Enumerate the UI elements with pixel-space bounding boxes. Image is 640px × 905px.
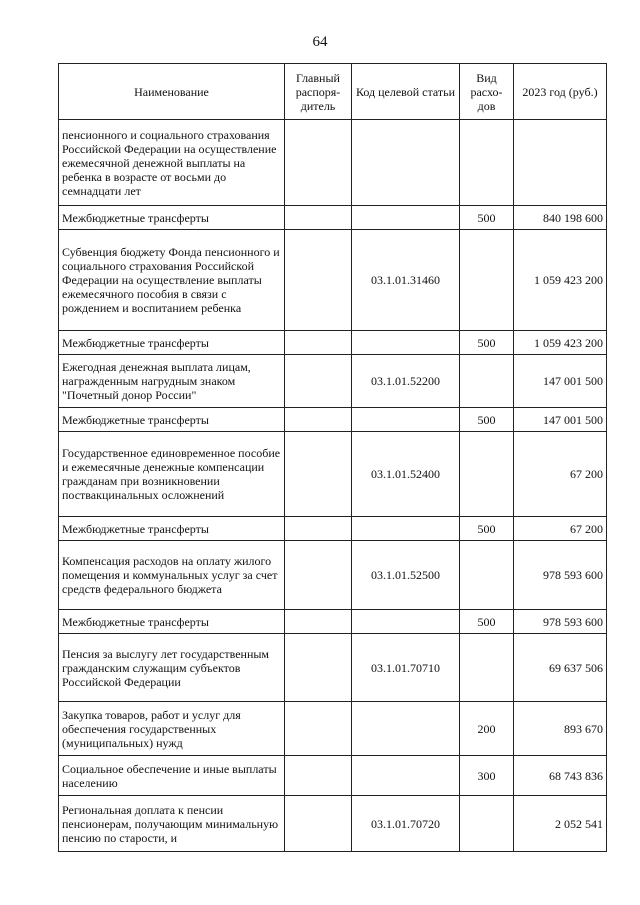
row-code [352, 517, 460, 541]
row-name: Межбюджетные трансферты [59, 610, 285, 634]
row-code: 03.1.01.52200 [352, 355, 460, 408]
row-code [352, 120, 460, 206]
row-amount: 67 200 [514, 432, 607, 517]
row-kind [460, 355, 514, 408]
row-kind: 500 [460, 206, 514, 230]
row-amount: 67 200 [514, 517, 607, 541]
row-code: 03.1.01.70720 [352, 796, 460, 852]
row-admin [285, 432, 352, 517]
row-code: 03.1.01.52400 [352, 432, 460, 517]
row-name: Межбюджетные трансферты [59, 206, 285, 230]
row-kind: 300 [460, 756, 514, 796]
row-kind [460, 120, 514, 206]
row-admin [285, 796, 352, 852]
row-code [352, 756, 460, 796]
row-name: Ежегодная денежная выплата лицам, награжденным нагрудным знаком "Почетный донор России" [59, 355, 285, 408]
row-admin [285, 355, 352, 408]
table-row [59, 355, 607, 408]
row-code [352, 331, 460, 355]
row-code: 03.1.01.52500 [352, 541, 460, 610]
header-amount-2023: 2023 год (руб.) [514, 64, 607, 120]
row-name: Межбюджетные трансферты [59, 517, 285, 541]
row-admin [285, 230, 352, 331]
row-admin [285, 331, 352, 355]
row-name: Компенсация расходов на оплату жилого помещения и коммунальных услуг за счет средств федерального бюджета [59, 541, 285, 610]
row-code [352, 206, 460, 230]
row-kind: 200 [460, 702, 514, 756]
row-code [352, 408, 460, 432]
row-name: Региональная доплата к пенсии пенсионерам, получающим минимальную пенсию по старости, и [59, 796, 285, 852]
row-admin [285, 541, 352, 610]
row-amount: 1 059 423 200 [514, 331, 607, 355]
row-kind: 500 [460, 517, 514, 541]
table-row [59, 796, 607, 852]
table-row [59, 756, 607, 796]
row-kind [460, 432, 514, 517]
row-name: Государственное единовременное пособие и ежемесячные денежные компенсации гражданам при возникновении поствакцинальных осложнений [59, 432, 285, 517]
row-kind [460, 541, 514, 610]
row-name: Пенсия за выслугу лет государственным гражданским служащим субъектов Российской Федерации [59, 634, 285, 702]
page-number: 64 [312, 34, 328, 50]
row-name: Межбюджетные трансферты [59, 408, 285, 432]
table-header-row [59, 64, 607, 120]
row-amount: 147 001 500 [514, 355, 607, 408]
header-chief-administrator: Главный распоря-дитель [285, 64, 352, 120]
row-amount: 2 052 541 [514, 796, 607, 852]
row-amount: 893 670 [514, 702, 607, 756]
row-amount: 1 059 423 200 [514, 230, 607, 331]
row-name: Межбюджетные трансферты [59, 331, 285, 355]
row-kind: 500 [460, 610, 514, 634]
table-row [59, 634, 607, 702]
row-code [352, 702, 460, 756]
row-name: Субвенция бюджету Фонда пенсионного и социального страхования Российской Федерации на осуществление выплаты ежемесячного пособия в связи с рождением и воспитанием ребенка [59, 230, 285, 331]
table-row [59, 432, 607, 517]
row-admin [285, 634, 352, 702]
row-admin [285, 610, 352, 634]
row-kind [460, 796, 514, 852]
row-name: Социальное обеспечение и иные выплаты населению [59, 756, 285, 796]
row-amount: 978 593 600 [514, 541, 607, 610]
table-row [59, 517, 607, 541]
budget-table [58, 63, 607, 852]
header-name: Наименование [59, 64, 285, 120]
row-admin [285, 517, 352, 541]
row-admin [285, 120, 352, 206]
table-row [59, 120, 607, 206]
row-kind: 500 [460, 408, 514, 432]
row-name: пенсионного и социального страхования Российской Федерации на осуществление ежемесячной денежной выплаты на ребенка в возрасте от восьми до семнадцати лет [59, 120, 285, 206]
table-row [59, 230, 607, 331]
row-admin [285, 702, 352, 756]
row-kind [460, 634, 514, 702]
row-code [352, 610, 460, 634]
header-target-code: Код целевой статьи [352, 64, 460, 120]
row-admin [285, 408, 352, 432]
row-amount: 69 637 506 [514, 634, 607, 702]
row-code: 03.1.01.31460 [352, 230, 460, 331]
header-expense-type: Вид расхо-дов [460, 64, 514, 120]
row-admin [285, 756, 352, 796]
row-admin [285, 206, 352, 230]
table-row [59, 331, 607, 355]
table-row [59, 541, 607, 610]
row-amount: 68 743 836 [514, 756, 607, 796]
row-kind [460, 230, 514, 331]
table-row [59, 408, 607, 432]
table-row [59, 702, 607, 756]
row-code: 03.1.01.70710 [352, 634, 460, 702]
row-amount [514, 120, 607, 206]
table-row [59, 610, 607, 634]
row-amount: 978 593 600 [514, 610, 607, 634]
row-name: Закупка товаров, работ и услуг для обеспечения государственных (муниципальных) нужд [59, 702, 285, 756]
row-amount: 147 001 500 [514, 408, 607, 432]
row-amount: 840 198 600 [514, 206, 607, 230]
row-kind: 500 [460, 331, 514, 355]
table-row [59, 206, 607, 230]
